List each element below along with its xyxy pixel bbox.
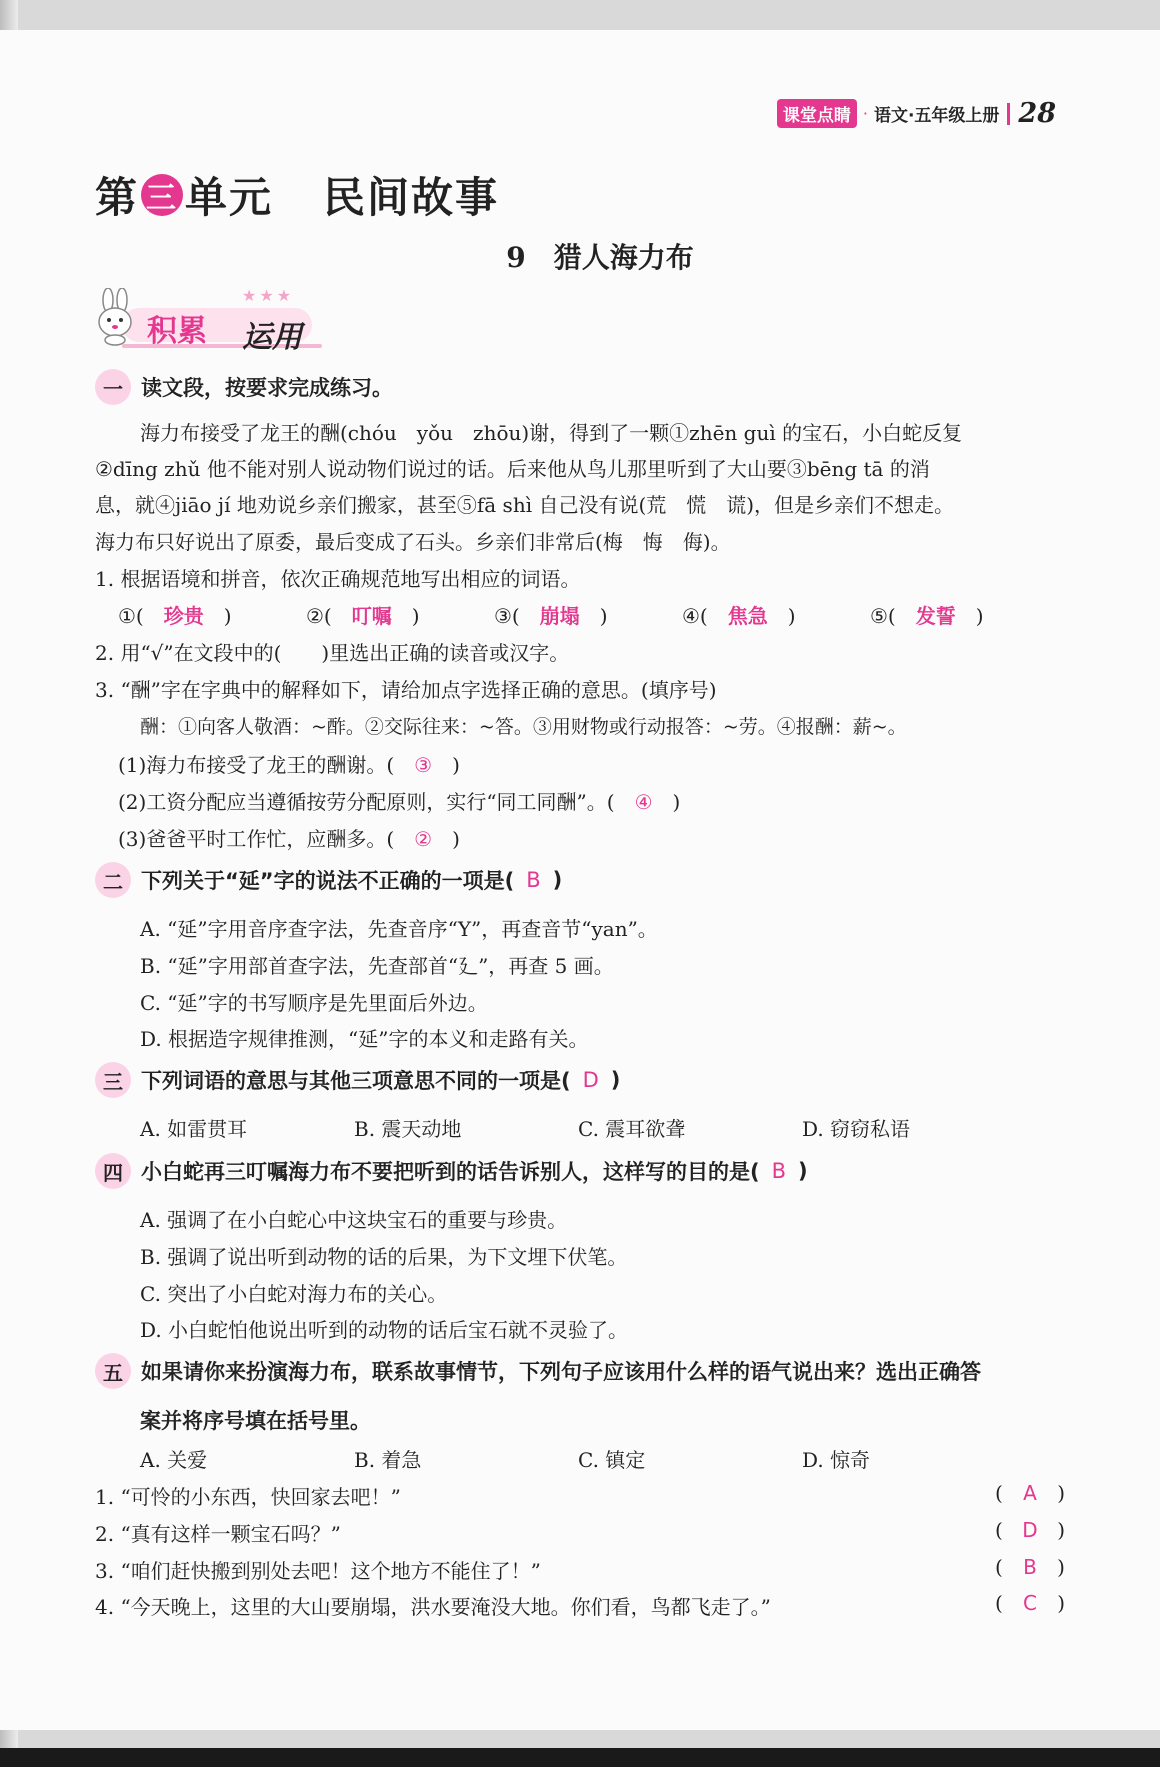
unit-title [95,165,499,225]
tone-sentence: 4. “今天晚上，这里的大山要崩塌，洪水要淹没大地。你们看，鸟都飞走了。” [95,1595,771,1619]
dictionary-definition: 酬：①向客人敬酒：~酢。②交际往来：~答。③用财物或行动报答：~劳。④报酬：薪~。 [140,716,907,738]
bracket-open: ( [995,1481,1003,1505]
question-1: 1. 根据语境和拼音，依次正确规范地写出相应的词语。 [95,567,581,591]
section-number: 四 [95,1153,131,1189]
page-number: 28 [1018,98,1056,129]
q1-answer-slot [494,600,608,629]
section-title: 下列词语的意思与其他三项意思不同的一项是( [141,1069,571,1093]
section-title: 读文段，按要求完成练习。 [141,376,393,400]
section-1-heading [95,369,393,405]
unit-suffix: 单元 [185,173,274,222]
item-close: ) [452,753,460,777]
page-header [777,98,1056,129]
option-item: B. “延”字用部首查字法，先查部首“廴”，再查 5 画。 [140,954,614,978]
answer-text: ④ [634,790,653,814]
q3-item [118,786,680,815]
q1-answer-slot [870,600,984,629]
bracket-open: ( [995,1591,1003,1615]
passage-line: 海力布只好说出了原委，最后变成了石头。乡亲们非常后(梅 悔 侮)。 [95,530,731,554]
answer-text: 焦急 [727,604,768,628]
slot-label: ④( [682,604,708,628]
slot-label: ①( [118,604,144,628]
slot-close: ) [599,604,608,628]
bracket-close: ) [1057,1518,1065,1542]
question-2: 2. 用“√”在文段中的( )里选出正确的读音或汉字。 [95,641,570,665]
slot-close: ) [975,604,984,628]
item-close: ) [672,790,681,814]
header-separator [1007,103,1010,125]
passage-line: 海力布接受了龙王的酬(chóu yǒu zhōu)谢，得到了一颗①zhēn guì 的宝石，小白蛇反复 [140,421,963,445]
lesson-number: 9 [506,241,526,274]
badge-text-accumulate: 积累 [147,314,207,349]
section-title-continued: 案并将序号填在括号里。 [140,1409,371,1433]
bottom-bar [0,1748,1160,1767]
tone-sentence: 2. “真有这样一颗宝石吗？” [95,1522,341,1546]
answer-bracket [995,1555,1065,1579]
section-number: 五 [95,1353,131,1389]
option-item: B. 着急 [354,1448,422,1472]
section-close: ) [552,868,563,892]
section-close: ) [798,1159,808,1183]
q3-item [118,749,460,778]
answer-text: B [526,868,541,892]
question-3: 3. “酬”字在字典中的解释如下，请给加点字选择正确的意思。(填序号) [95,678,717,702]
slot-close: ) [223,604,232,628]
answer-text: ② [414,827,433,851]
option-item: D. 小白蛇怕他说出听到的动物的话后宝石就不灵验了。 [140,1318,629,1342]
passage-line: ②dīng zhǔ 他不能对别人说动物们说过的话。后来他从鸟儿那里听到了大山要③bēng tā 的消 [95,457,930,481]
item-close: ) [452,827,460,851]
badge-text-apply: 运用 [242,320,302,355]
bracket-close: ) [1057,1481,1065,1505]
q3-item [118,823,460,852]
tone-sentence: 3. “咱们赶快搬到别处去吧！这个地方不能住了！” [95,1559,541,1583]
option-item: A. 关爱 [140,1448,208,1472]
option-item: C. 镇定 [578,1448,646,1472]
answer-text: C [1023,1591,1037,1615]
option-item: D. 根据造字规律推测，“延”字的本义和走路有关。 [140,1027,589,1051]
option-item: D. 惊奇 [802,1448,871,1472]
section-3-heading [95,1062,620,1098]
section-number: 三 [95,1062,131,1098]
answer-text: ③ [414,753,433,777]
bracket-open: ( [995,1555,1003,1579]
section-number: 二 [95,862,131,898]
tone-sentence: 1. “可怜的小东西，快回家去吧！” [95,1485,401,1509]
option-item: B. 震天动地 [354,1117,462,1141]
bracket-close: ) [1057,1555,1065,1579]
answer-text: B [1023,1555,1037,1579]
q1-answer-slot [306,600,420,629]
answer-text: 发誓 [915,604,956,628]
item-text: (3)爸爸平时工作忙，应酬多。( [118,827,395,851]
section-title: 小白蛇再三叮嘱海力布不要把听到的话告诉别人，这样写的目的是( [141,1160,760,1184]
bracket-open: ( [995,1518,1003,1542]
option-item: C. 突出了小白蛇对海力布的关心。 [140,1282,448,1306]
brand-label: 课堂点睛 [777,99,857,128]
slot-label: ⑤( [870,604,896,628]
section-2-heading [95,862,562,898]
lesson-title [0,236,1160,276]
answer-text: B [771,1159,787,1183]
slot-close: ) [411,604,420,628]
section-badge [92,286,322,355]
answer-text: 崩塌 [539,604,580,628]
subject-label: 语文·五年级上册 [873,106,1000,126]
unit-prefix: 第 [95,173,140,222]
answer-bracket [995,1591,1065,1615]
q1-answer-slot [682,600,796,629]
slot-close: ) [787,604,796,628]
bracket-close: ) [1057,1591,1065,1615]
lesson-name: 猎人海力布 [553,241,694,274]
answer-text: 叮嘱 [351,604,392,628]
header-dot: · [862,104,868,123]
answer-bracket [995,1481,1065,1505]
answer-text: A [1023,1481,1037,1505]
rabbit-icon [92,288,140,356]
item-text: (2)工资分配应当遵循按劳分配原则，实行“同工同酬”。( [118,790,615,814]
option-item: D. 窃窃私语 [802,1117,911,1141]
passage-line: 息，就④jiāo jí 地劝说乡亲们搬家，甚至⑤fā shì 自己没有说(荒 慌 谎)，但是乡亲们不想走。 [95,493,955,517]
section-title: 下列关于“延”字的说法不正确的一项是( [141,869,515,893]
answer-text: D [582,1068,599,1092]
unit-topic: 民间故事 [323,173,500,222]
option-item: B. 强调了说出听到动物的话的后果，为下文埋下伏笔。 [140,1245,628,1269]
section-close: ) [610,1068,621,1092]
option-item: C. “延”字的书写顺序是先里面后外边。 [140,991,488,1015]
item-text: (1)海力布接受了龙王的酬谢。( [118,753,395,777]
answer-text: 珍贵 [163,604,204,628]
section-number: 一 [95,369,131,405]
slot-label: ③( [494,604,520,628]
option-item: A. 强调了在小白蛇心中这块宝石的重要与珍贵。 [140,1208,568,1232]
unit-number-badge: 三 [141,174,183,216]
section-title: 如果请你来扮演海力布，联系故事情节，下列句子应该用什么样的语气说出来？选出正确答 [141,1360,981,1384]
option-item: C. 震耳欲聋 [578,1117,686,1141]
answer-bracket [995,1518,1065,1542]
answer-text: D [1022,1518,1038,1542]
section-4-heading [95,1153,808,1189]
q1-answer-slot [118,600,232,629]
option-item: A. 如雷贯耳 [140,1117,248,1141]
star-icons: ★★★ [242,286,295,305]
slot-label: ②( [306,604,332,628]
section-5-heading [95,1353,981,1389]
option-item: A. “延”字用音序查字法，先查音序“Y”，再查音节“yan”。 [140,917,658,941]
